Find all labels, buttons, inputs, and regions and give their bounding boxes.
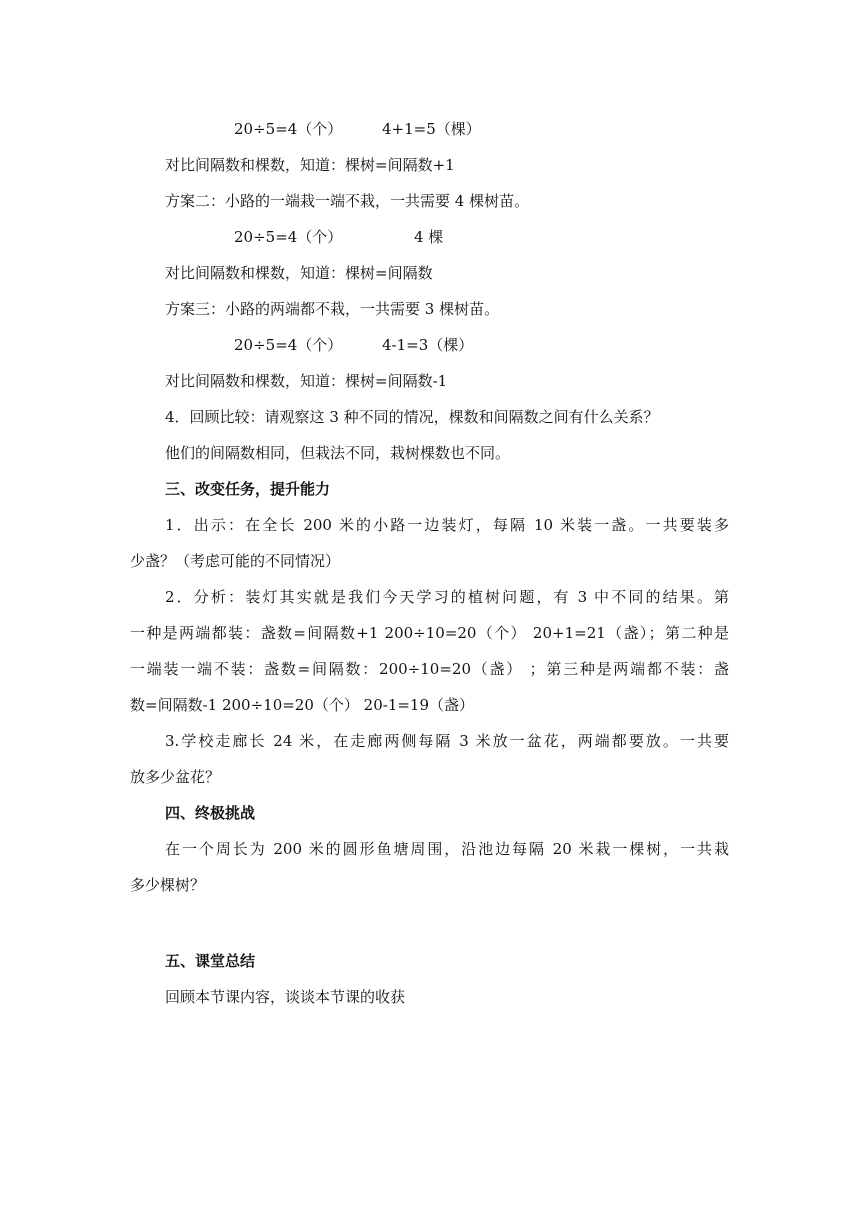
paragraph-line: 1．出示：在全长 200 米的小路一边装灯，每隔 10 米装一盏。一共要装多 — [165, 516, 729, 534]
paragraph-line: 2．分析：装灯其实就是我们今天学习的植树问题，有 3 中不同的结果。第 — [165, 588, 729, 606]
paragraph-line: 3.学校走廊长 24 米，在走廊两侧每隔 3 米放一盆花，两端都要放。一共要 — [165, 732, 729, 750]
calc-division: 20÷5=4（个） — [234, 120, 343, 138]
calc-result: 4+1=5（棵） — [382, 120, 481, 138]
text-line: 对比间隔数和棵数，知道：棵树=间隔数+1 — [165, 156, 455, 174]
text-line: 方案三：小路的两端都不栽，一共需要 3 棵树苗。 — [165, 300, 500, 318]
section-heading: 三、改变任务，提升能力 — [165, 480, 331, 498]
calc-result: 4-1=3（棵） — [382, 336, 474, 354]
text-line: 4．回顾比较：请观察这 3 种不同的情况，棵数和间隔数之间有什么关系？ — [165, 408, 659, 426]
paragraph-line: 一种是两端都装：盏数=间隔数+1 200÷10=20（个） 20+1=21（盏）；第二种是 — [130, 624, 729, 642]
paragraph-line: 数=间隔数-1 200÷10=20（个） 20-1=19（盏） — [130, 696, 475, 714]
text-line: 他们的间隔数相同，但栽法不同，栽树棵数也不同。 — [165, 444, 511, 462]
text-line: 对比间隔数和棵数，知道：棵树=间隔数-1 — [165, 372, 448, 390]
paragraph-line: 放多少盆花？ — [130, 768, 221, 786]
paragraph-line: 多少棵树？ — [130, 876, 206, 894]
calc-division: 20÷5=4（个） — [234, 336, 343, 354]
text-line: 对比间隔数和棵数，知道：棵树=间隔数 — [165, 264, 433, 282]
calc-result: 4 棵 — [414, 228, 444, 246]
section-heading: 五、课堂总结 — [165, 952, 256, 970]
text-line: 方案二：小路的一端栽一端不栽，一共需要 4 棵树苗。 — [165, 192, 530, 210]
paragraph-line: 在一个周长为 200 米的圆形鱼塘周围，沿池边每隔 20 米栽一棵树，一共栽 — [165, 840, 729, 858]
paragraph-line: 少盏？（考虑可能的不同情况） — [130, 552, 341, 570]
paragraph-line: 回顾本节课内容，谈谈本节课的收获 — [165, 988, 406, 1006]
section-heading: 四、终极挑战 — [165, 804, 256, 822]
paragraph-line: 一端装一端不装：盏数=间隔数：200÷10=20（盏） ；第三种是两端都不装：盏 — [130, 660, 729, 678]
calc-division: 20÷5=4（个） — [234, 228, 343, 246]
